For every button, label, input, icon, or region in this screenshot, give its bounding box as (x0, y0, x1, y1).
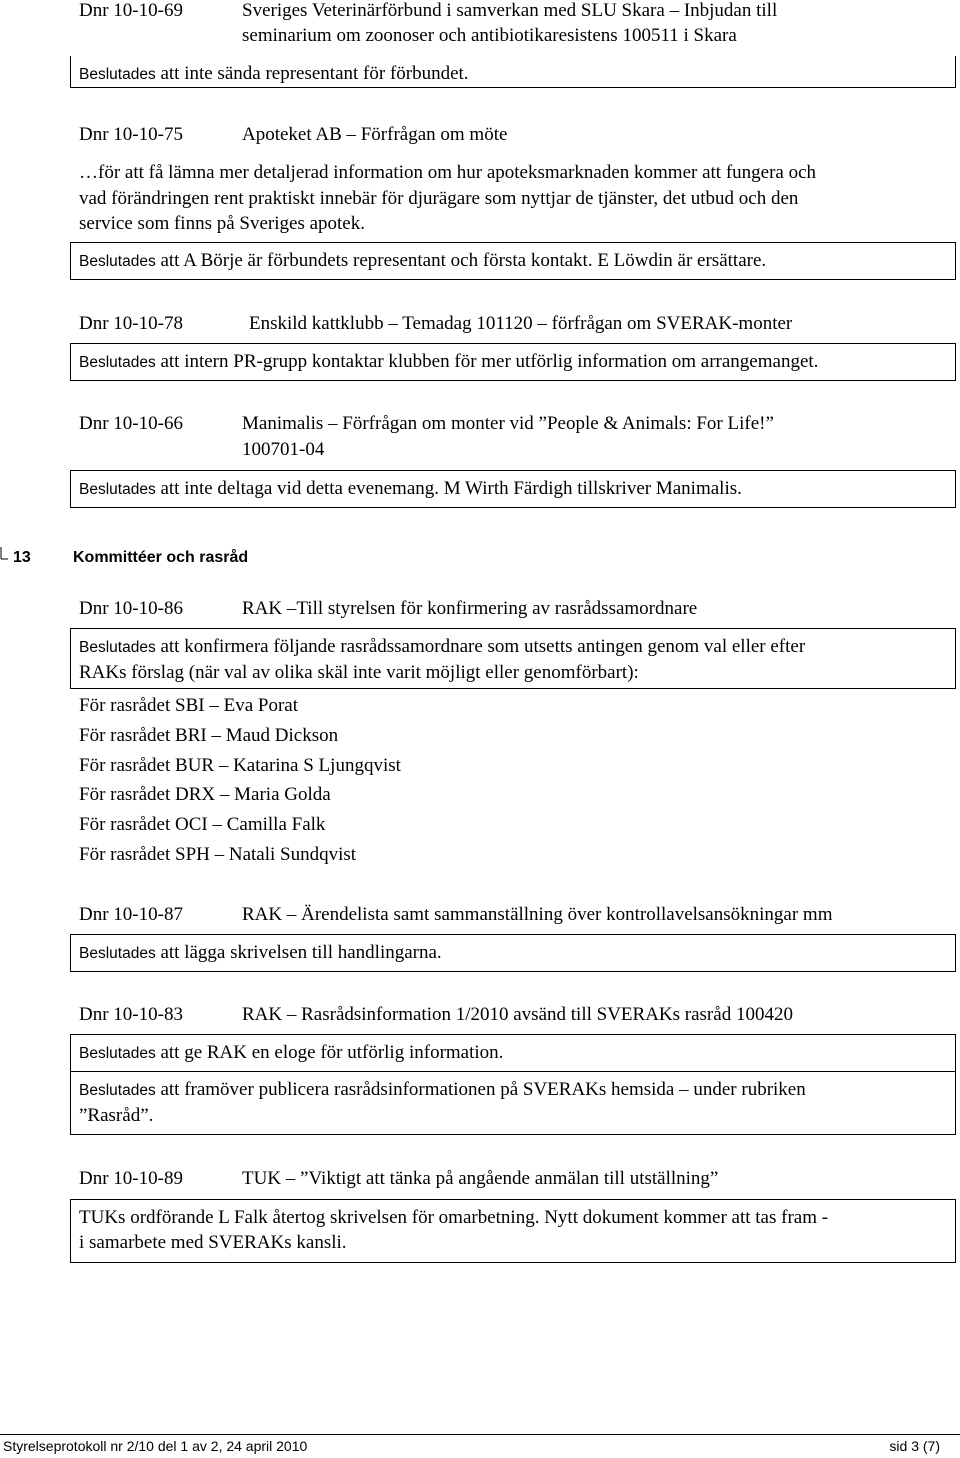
decision-label: Beslutades (79, 1082, 156, 1099)
dnr-number: Dnr 10-10-83 (79, 1004, 183, 1025)
decision-text: att ge RAK en eloge för utförlig information. (155, 1042, 504, 1063)
decision-label: Beslutades (79, 66, 156, 83)
item-title: Apoteket AB – Förfrågan om möte (242, 124, 508, 145)
list-item: För rasrådet BUR – Katarina S Ljungqvist (79, 754, 401, 776)
list-item: För rasrådet SPH – Natali Sundqvist (79, 843, 357, 865)
dnr-number: Dnr 10-10-69 (79, 0, 183, 21)
note-text-cont: i samarbete med SVERAKs kansli. (79, 1232, 347, 1253)
list-item: För rasrådet SBI – Eva Porat (79, 695, 298, 716)
decision-text: att inte sända representant för förbundet. (155, 63, 469, 84)
list-item: För rasrådet BRI – Maud Dickson (79, 724, 339, 746)
decision-box (70, 1034, 956, 1072)
section-number: 13 (13, 549, 31, 566)
decision-text: att lägga skrivelsen till handlingarna. (155, 942, 442, 963)
decision-label: Beslutades (79, 253, 156, 270)
decision-label: Beslutades (79, 639, 156, 656)
item-title: Manimalis – Förfrågan om monter vid ”People & Animals: For Life!” (242, 413, 774, 434)
decision-label: Beslutades (79, 481, 156, 498)
decision-label: Beslutades (79, 354, 156, 371)
item-title: Enskild kattklubb – Temadag 101120 – förfrågan om SVERAK-monter (249, 313, 793, 334)
item-title-cont: seminarium om zoonoser och antibiotikaresistens 100511 i Skara (242, 25, 737, 46)
decision-text: att A Börje är förbundets representant och första kontakt. E Löwdin är ersättare. (155, 250, 767, 271)
decision-label: Beslutades (79, 945, 156, 962)
item-title: RAK –Till styrelsen för konfirmering av rasrådssamordnare (242, 598, 698, 619)
decision-box (70, 470, 956, 508)
dnr-number: Dnr 10-10-75 (79, 124, 183, 145)
dnr-number: Dnr 10-10-66 (79, 413, 183, 434)
decision-text: att framöver publicera rasrådsinformationen på SVERAKs hemsida – under rubriken (155, 1079, 806, 1100)
decision-box (70, 1072, 956, 1135)
dnr-number: Dnr 10-10-89 (79, 1168, 183, 1189)
note-text: TUKs ordförande L Falk återtog skrivelsen för omarbetning. Nytt dokument kommer att tas fram - (79, 1207, 829, 1228)
footer-title: Styrelseprotokoll nr 2/10 del 1 av 2, 24 april 2010 (3, 1438, 308, 1454)
intro-line: …för att få lämna mer detaljerad information om hur apoteksmarknaden kommer att fungera och (79, 162, 817, 183)
list-item: För rasrådet DRX – Maria Golda (79, 784, 331, 806)
item-title: RAK – Rasrådsinformation 1/2010 avsänd till SVERAKs rasråd 100420 (242, 1004, 793, 1025)
item-title-cont: 100701-04 (242, 439, 325, 460)
decision-box (70, 56, 956, 88)
section-heading (0, 547, 300, 577)
page-number: sid 3 (7) (889, 1438, 940, 1454)
intro-line: service som finns på Sveriges apotek. (79, 213, 365, 234)
decision-text-cont: ”Rasråd”. (79, 1105, 154, 1126)
decision-box (70, 343, 956, 381)
decision-box (70, 934, 956, 972)
note-box (70, 1199, 956, 1263)
page-footer (0, 1434, 960, 1458)
item-title: TUK – ”Viktigt att tänka på angående anmälan till utställning” (242, 1168, 719, 1189)
item-intro (79, 160, 816, 237)
decision-label: Beslutades (79, 1045, 156, 1062)
dnr-number: Dnr 10-10-87 (79, 904, 183, 925)
decision-text: att intern PR-grupp kontaktar klubben för mer utförlig information om arrangemanget. (155, 351, 819, 372)
intro-line: vad förändringen rent praktiskt innebär för djurägare som nyttjar de tjänster, det utbud och den (79, 187, 799, 209)
item-title: Sveriges Veterinärförbund i samverkan med SLU Skara – Inbjudan till (242, 0, 778, 21)
decision-box (70, 628, 956, 689)
decision-text: att konfirmera följande rasrådssamordnare som utsetts antingen genom val eller efter (155, 636, 806, 657)
decision-text-cont: RAKs förslag (när val av olika skäl inte varit möjligt eller genomförbart): (79, 662, 639, 683)
coordinator-list (79, 691, 401, 870)
item-title: RAK – Ärendelista samt sammanställning över kontrollavelsansökningar mm (242, 904, 833, 925)
section-title: Kommittéer och rasråd (73, 549, 249, 566)
dnr-number: Dnr 10-10-86 (79, 598, 183, 619)
dnr-number: Dnr 10-10-78 (79, 313, 183, 334)
decision-box (70, 242, 956, 280)
section-marker-icon (0, 547, 14, 577)
list-item: För rasrådet OCI – Camilla Falk (79, 814, 326, 836)
decision-text: att inte deltaga vid detta evenemang. M Wirth Färdigh tillskriver Manimalis. (155, 478, 742, 499)
